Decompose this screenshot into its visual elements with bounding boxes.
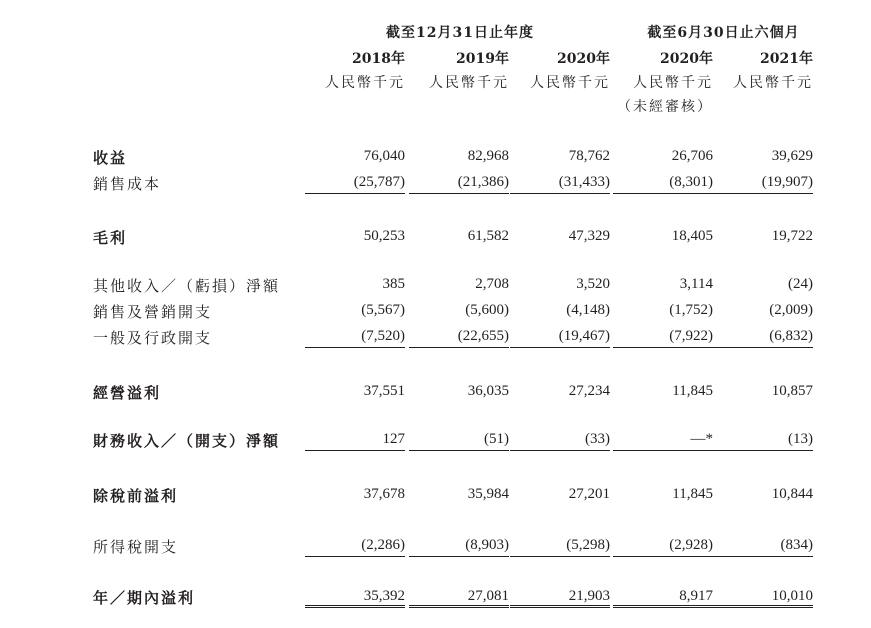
- cell-profit-for-period-2021-interim: 10,010: [713, 586, 813, 608]
- cell-income-tax-expense-2019: (8,903): [409, 535, 509, 557]
- cell-gross-profit-2020-interim: 18,405: [671, 228, 713, 244]
- cell-general-admin-expenses-2018: (7,520): [305, 326, 405, 348]
- cell-selling-marketing-expenses-2021-interim: (2,009): [769, 302, 813, 318]
- cell-other-income-net-2020: 3,520: [576, 276, 610, 292]
- cell-revenue-2018: 76,040: [363, 148, 405, 164]
- cell-revenue-2020: 78,762: [568, 148, 610, 164]
- cell-profit-for-period-2020-interim: 8,917: [613, 586, 713, 608]
- cell-operating-profit-2020-interim: 11,845: [672, 383, 713, 399]
- cell-income-tax-expense-2020: (5,298): [510, 535, 610, 557]
- cell-general-admin-expenses-2020: (19,467): [510, 326, 610, 348]
- row-label-gross-profit: 毛利: [93, 229, 128, 247]
- year-2021-interim: 2021年: [760, 51, 813, 67]
- cell-profit-for-period-2019: 27,081: [409, 586, 509, 608]
- row-label-profit-for-period: 年／期內溢利: [93, 589, 196, 607]
- row-label-operating-profit: 經營溢利: [93, 384, 162, 402]
- row-label-general-admin-expenses: 一般及行政開支: [93, 329, 213, 347]
- cell-general-admin-expenses-2019: (22,655): [409, 326, 509, 348]
- row-label-other-income-net: 其他收入／（虧損）淨額: [93, 277, 281, 295]
- cell-operating-profit-2020: 27,234: [568, 383, 610, 399]
- cell-selling-marketing-expenses-2020-interim: (1,752): [669, 302, 713, 318]
- cell-general-admin-expenses-2021-interim: (6,832): [713, 326, 813, 348]
- cell-revenue-2020-interim: 26,706: [671, 148, 713, 164]
- year-2020-interim: 2020年: [660, 51, 713, 67]
- cell-profit-before-tax-2021-interim: 10,844: [771, 486, 813, 502]
- cell-finance-income-net-2020-interim: —*: [613, 429, 713, 451]
- cell-selling-marketing-expenses-2020: (4,148): [566, 302, 610, 318]
- cell-profit-before-tax-2019: 35,984: [467, 486, 509, 502]
- cell-operating-profit-2019: 36,035: [467, 383, 509, 399]
- cell-finance-income-net-2021-interim: (13): [713, 429, 813, 451]
- cell-revenue-2019: 82,968: [467, 148, 509, 164]
- unit-2018: 人民幣千元: [325, 75, 405, 91]
- cell-profit-for-period-2018: 35,392: [305, 586, 405, 608]
- cell-other-income-net-2019: 2,708: [475, 276, 509, 292]
- group-title-year-ended: 截至12月31日止年度: [386, 25, 534, 41]
- cell-general-admin-expenses-2020-interim: (7,922): [613, 326, 713, 348]
- year-2019: 2019年: [456, 51, 509, 67]
- cell-income-tax-expense-2021-interim: (834): [713, 535, 813, 557]
- cell-finance-income-net-2018: 127: [305, 429, 405, 451]
- cell-selling-marketing-expenses-2018: (5,567): [361, 302, 405, 318]
- cell-profit-before-tax-2020-interim: 11,845: [672, 486, 713, 502]
- row-label-profit-before-tax: 除稅前溢利: [93, 487, 179, 505]
- cell-profit-before-tax-2018: 37,678: [363, 486, 405, 502]
- unit-2020: 人民幣千元: [530, 75, 610, 91]
- cell-operating-profit-2021-interim: 10,857: [771, 383, 813, 399]
- cell-operating-profit-2018: 37,551: [363, 383, 405, 399]
- cell-gross-profit-2018: 50,253: [363, 228, 405, 244]
- cell-cost-of-sales-2021-interim: (19,907): [713, 172, 813, 194]
- cell-cost-of-sales-2020-interim: (8,301): [613, 172, 713, 194]
- cell-finance-income-net-2019: (51): [409, 429, 509, 451]
- unit-2020-interim: 人民幣千元: [633, 75, 713, 91]
- row-label-selling-marketing-expenses: 銷售及營銷開支: [93, 303, 213, 321]
- row-label-finance-income-net: 財務收入／（開支）淨額: [93, 432, 281, 450]
- cell-selling-marketing-expenses-2019: (5,600): [465, 302, 509, 318]
- cell-other-income-net-2021-interim: (24): [788, 276, 813, 292]
- cell-cost-of-sales-2020: (31,433): [510, 172, 610, 194]
- cell-gross-profit-2021-interim: 19,722: [771, 228, 813, 244]
- unaudited-note: （未經審核）: [617, 99, 713, 115]
- cell-revenue-2021-interim: 39,629: [771, 148, 813, 164]
- cell-gross-profit-2020: 47,329: [568, 228, 610, 244]
- cell-finance-income-net-2020: (33): [510, 429, 610, 451]
- row-label-income-tax-expense: 所得稅開支: [93, 538, 179, 556]
- group-title-six-months: 截至6月30日止六個月: [647, 25, 800, 41]
- year-2018: 2018年: [352, 51, 405, 67]
- cell-gross-profit-2019: 61,582: [467, 228, 509, 244]
- cell-income-tax-expense-2018: (2,286): [305, 535, 405, 557]
- year-2020: 2020年: [557, 51, 610, 67]
- row-label-revenue: 收益: [93, 149, 128, 167]
- cell-other-income-net-2018: 385: [382, 276, 405, 292]
- unit-2021-interim: 人民幣千元: [733, 75, 813, 91]
- cell-cost-of-sales-2018: (25,787): [305, 172, 405, 194]
- unit-2019: 人民幣千元: [429, 75, 509, 91]
- cell-profit-for-period-2020: 21,903: [510, 586, 610, 608]
- row-label-cost-of-sales: 銷售成本: [93, 175, 162, 193]
- cell-cost-of-sales-2019: (21,386): [409, 172, 509, 194]
- cell-profit-before-tax-2020: 27,201: [568, 486, 610, 502]
- cell-other-income-net-2020-interim: 3,114: [679, 276, 713, 292]
- cell-income-tax-expense-2020-interim: (2,928): [613, 535, 713, 557]
